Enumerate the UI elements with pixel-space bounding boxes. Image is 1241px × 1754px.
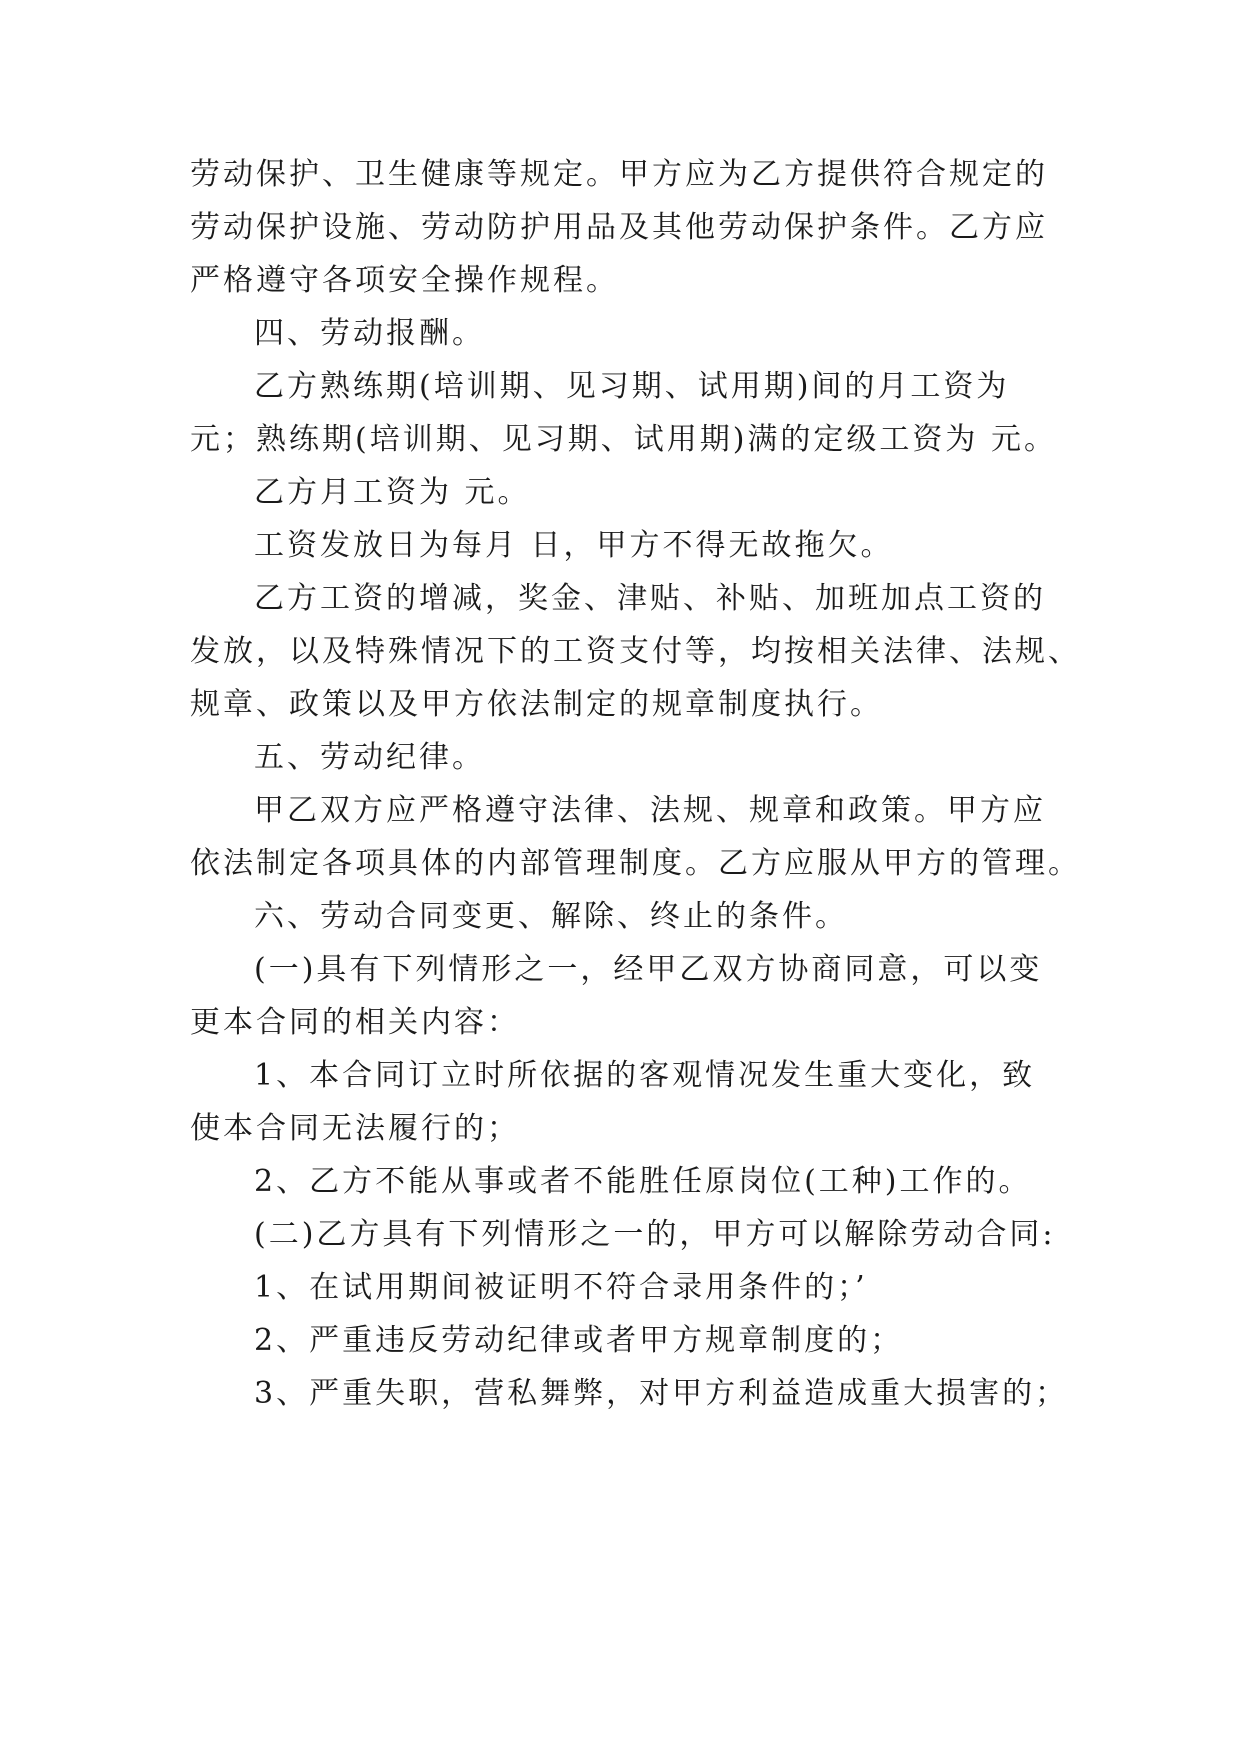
text-line: 劳动保护设施、劳动防护用品及其他劳动保护条件。乙方应 [190, 210, 1048, 245]
text-line: 甲乙双方应严格遵守法律、法规、规章和政策。甲方应 [254, 793, 1046, 828]
text-line: 劳动保护、卫生健康等规定。甲方应为乙方提供符合规定的 [190, 157, 1048, 192]
section-heading: 四、劳动报酬。 [254, 316, 485, 351]
text-line: 发放，以及特殊情况下的工资支付等，均按相关法律、法规、 [190, 634, 1081, 669]
text-line: 更本合同的相关内容： [190, 1005, 520, 1040]
text-line: 严格遵守各项安全操作规程。 [190, 263, 619, 298]
text-line: 规章、政策以及甲方依法制定的规章制度执行。 [190, 687, 883, 722]
list-item: 1、本合同订立时所依据的客观情况发生重大变化，致 [254, 1058, 1036, 1093]
section-heading: 五、劳动纪律。 [254, 740, 485, 775]
text-line: 使本合同无法履行的； [190, 1111, 520, 1146]
text-line: (二)乙方具有下列情形之一的，甲方可以解除劳动合同: [254, 1217, 1056, 1252]
text-line: 依法制定各项具体的内部管理制度。乙方应服从甲方的管理。 [190, 846, 1081, 881]
text-line: 乙方月工资为 元。 [254, 475, 531, 510]
text-line: 元；熟练期(培训期、见习期、试用期)满的定级工资为 元。 [190, 422, 1057, 457]
list-item: 2、乙方不能从事或者不能胜任原岗位(工种)工作的。 [254, 1164, 1032, 1199]
text-line: 工资发放日为每月 日，甲方不得无故拖欠。 [254, 528, 894, 563]
list-item: 2、严重违反劳动纪律或者甲方规章制度的； [254, 1323, 904, 1358]
section-heading: 六、劳动合同变更、解除、终止的条件。 [254, 899, 848, 934]
text-line: 乙方熟练期(培训期、见习期、试用期)间的月工资为 [254, 369, 1010, 404]
text-line: 乙方工资的增减，奖金、津贴、补贴、加班加点工资的 [254, 581, 1046, 616]
list-item: 1、在试用期间被证明不符合录用条件的；’ [254, 1270, 868, 1305]
text-line: (一)具有下列情形之一，经甲乙双方协商同意，可以变 [254, 952, 1043, 987]
list-item: 3、严重失职，营私舞弊，对甲方利益造成重大损害的； [254, 1376, 1069, 1411]
